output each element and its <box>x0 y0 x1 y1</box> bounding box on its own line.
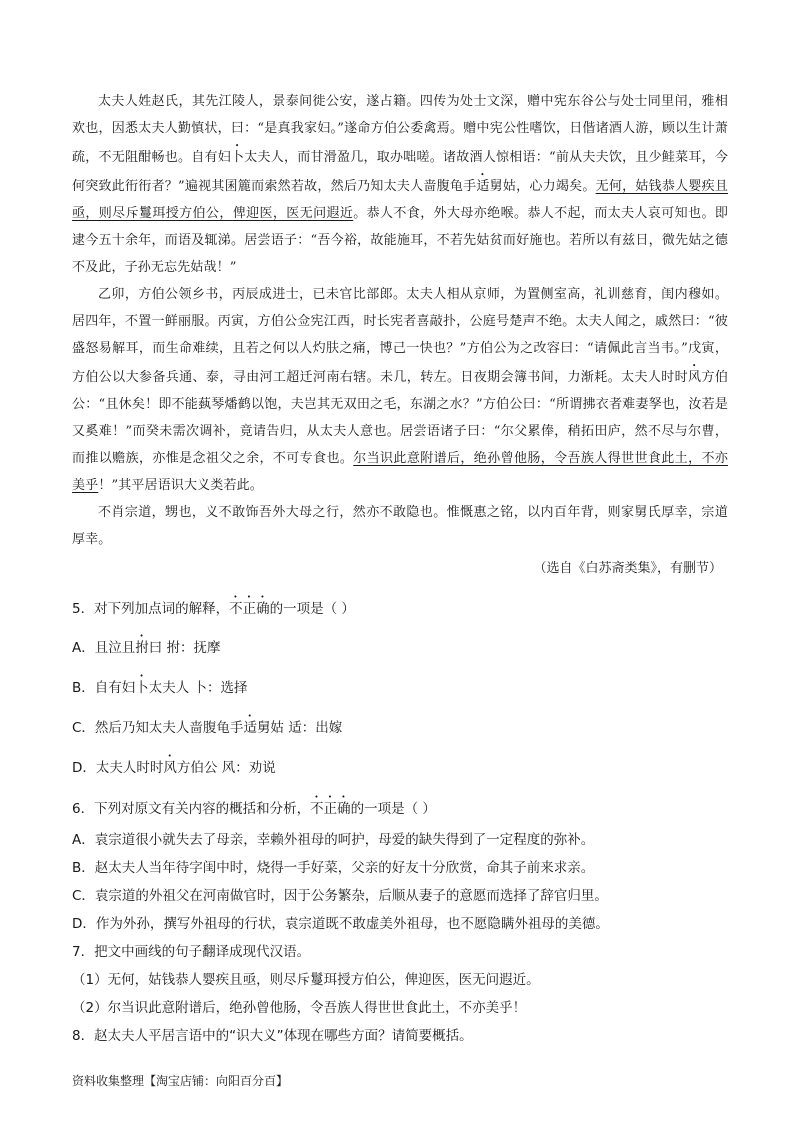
emphasis-dot-word: 卜 <box>230 150 245 165</box>
classical-passage <box>72 88 728 553</box>
question-7-part-1: （1）无何，姑钱恭人婴疾且亟，则尽斥鬘珥授方伯公，俾迎医，医无问遐近。 <box>72 972 540 988</box>
emphasis-dot-word: 卜 <box>135 680 149 696</box>
question-6-option-c: C．袁宗道的外祖父在河南做官时，因于公务繁杂，后顺从妻子的意愿而选择了辞官归里。 <box>72 888 608 904</box>
emphasis-dot-word: 适 <box>243 720 257 736</box>
question-6-option-d: D．作为外孙，撰写外祖母的行状，袁宗道既不敢虚美外祖母，也不愿隐瞒外祖母的美德。 <box>72 916 609 932</box>
document-page <box>72 88 728 1050</box>
question-5-option-b: B．自有妇卜太夫人 卜：选择 <box>72 680 248 696</box>
emphasis-dot-word: 拊 <box>135 640 149 656</box>
page-footer: 资料收集整理【淘宝店铺：向阳百分百】 <box>72 1074 289 1088</box>
underlined-sentence-1: 无何，姑钱恭人婴疾且亟，则尽斥鬘珥授方伯公，俾迎医，医无问遐近 <box>72 179 728 221</box>
emphasis-dot-word: 风 <box>163 760 177 776</box>
emphasis-dot-word: 适 <box>476 179 490 194</box>
question-7: 7．把文中画线的句子翻译成现代汉语。 <box>72 944 311 960</box>
emphasis-dot-word: 风 <box>688 370 702 385</box>
question-5-option-c: C．然后乃知太夫人啬腹龟手适舅姑 适：出嫁 <box>72 720 343 736</box>
question-section <box>72 586 728 1050</box>
passage-paragraph-1: 太夫人姓赵氏，其先江陵人，景泰间徙公安，遂占籍。四传为处士文深，赠中宪东谷公与处士同里闬，雅相欢也，因悉太夫人勤慎状，曰：“是真我家妇。”遂命方伯公委禽焉。赠中宪公性嗜饮，日偕诸酒人游，顾以生计萧疏，不无阻酣畅也。自有妇卜太夫人，而甘滑盈几，取办咄嗟。诸故酒人惊相语：“前从夫夫饮，且少鲑菜耳，今何突致此衎衎者？”遍视其囷簏而索然若故，然后乃知太夫人啬腹龟手适舅姑，心力竭矣。无何，姑钱恭人婴疾且亟，则尽斥鬘珥授方伯公，俾迎医，医无问遐近。恭人不食，外大母亦绝喉。恭人不起，而太夫人哀可知也。即逮今五十余年，而语及辄涕。居尝语子：“吾今裕，故能施耳，不若先姑贫而好施也。若所以有兹日，微先姑之德不及此，子孙无忘先姑哉！” <box>72 94 728 275</box>
question-5-option-d: D．太夫人时时风方伯公 风：劝说 <box>72 760 276 776</box>
underlined-sentence-2: 尔当识此意附谱后，绝孙曾他肠，令吾族人得世世食此土，不亦美乎 <box>72 451 728 493</box>
passage-source: （选自《白苏斋类集》，有删节） <box>533 561 722 576</box>
question-5: 5．对下列加点词的解释，不正确的一项是（ ） <box>72 601 355 617</box>
question-8: 8．赵太夫人平居言语中的“识大义”体现在哪些方面？请简要概括。 <box>72 1028 473 1044</box>
question-5-option-a: A．且泣且拊曰 拊：抚摩 <box>72 640 221 656</box>
question-7-part-2: （2）尔当识此意附谱后，绝孙曾他肠，令吾族人得世世食此土，不亦美乎！ <box>72 1000 527 1016</box>
question-6-option-b: B．赵太夫人当年待字闺中时，烧得一手好菜，父亲的好友十分欣赏，命其子前来求亲。 <box>72 860 595 876</box>
question-6: 6．下列对原文有关内容的概括和分析，不正确的一项是（ ） <box>72 801 436 817</box>
passage-paragraph-2: 乙卯，方伯公领乡书，丙辰成进士，已未官比部郎。太夫人相从京师，为置侧室高，礼训慈育，闺内穆如。居四年，不置一鲜丽服。丙寅，方伯公佥宪江西，时长宪者喜敲扑，公庭号楚声不绝。太夫人闻之，戚然曰：“彼盛怒易解耳，而生命难续，且若之何以人灼肤之痛，博己一快也？”方伯公为之改容曰：“请佩此言当韦。”戊寅，方伯公以大参备兵通、泰，寻由河工超迁河南右辖。未几，转左。日夜期会簿书间，力渐耗。太夫人时时风方伯公：“且休矣！即不能蓺琴燔鹤以饱，夫岂其无双田之毛，东湖之水？”方伯公曰：“所谓拂衣者难妻孥也，汝若是又奚难！”而癸未需次调补，竟请告归，从太夫人意也。居尝语诸子曰：“尔父累俸，稍拓田庐，然不尽与尔曹，而推以赡族，亦惟是念祖父之余，不可专食也。尔当识此意附谱后，绝孙曾他肠，令吾族人得世世食此土，不亦美乎！”其平居语识大义类若此。 <box>72 287 728 493</box>
question-6-option-a: A．袁宗道很小就失去了母亲，幸赖外祖母的呵护，母爱的缺失得到了一定程度的弥补。 <box>72 832 595 848</box>
emphasis-dot-word: 不正确 <box>229 601 270 617</box>
emphasis-dot-word: 不正确 <box>310 801 351 817</box>
passage-paragraph-3: 不肖宗道，甥也，义不敢饰吾外大母之行，然亦不敢隐也。惟慨惠之铭，以内百年背，则家舅氏厚幸，宗道厚幸。 <box>72 505 728 547</box>
